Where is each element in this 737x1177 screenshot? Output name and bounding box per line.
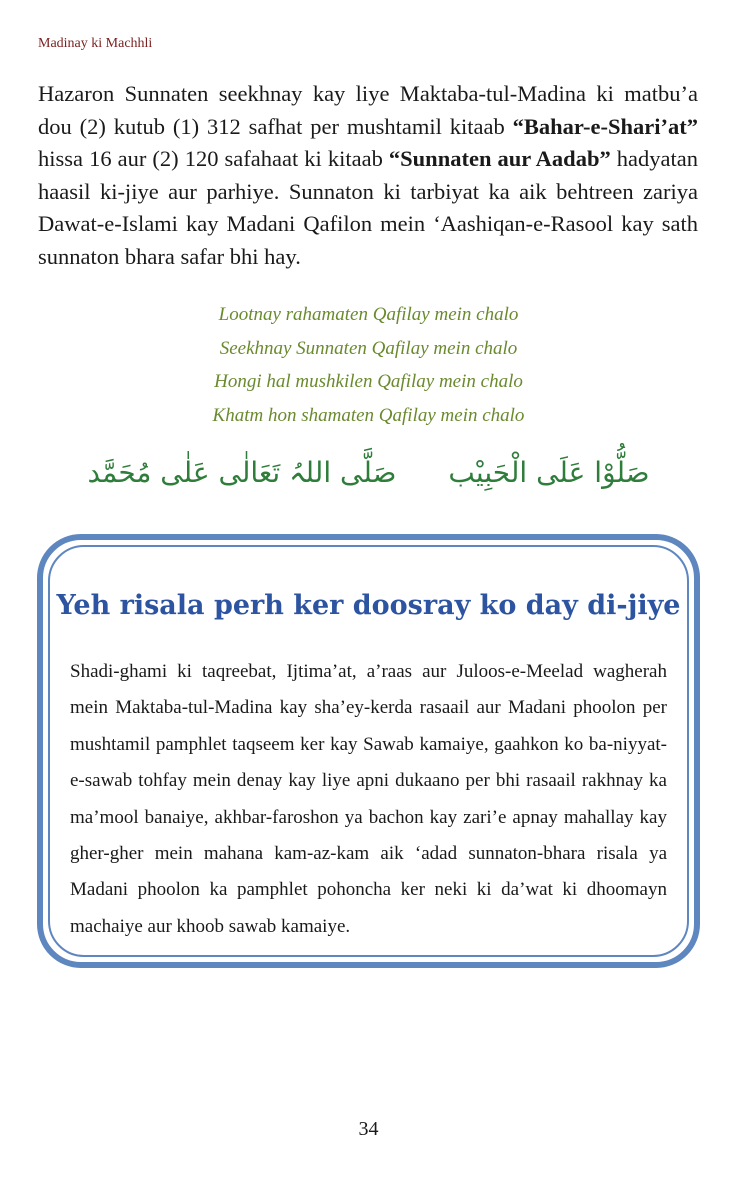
- durood-sallallahu-ala-muhammad: صَلَّی اللہُ تَعَالٰی عَلٰی مُحَمَّد: [87, 456, 397, 489]
- running-header: Madinay ki Machhli: [38, 36, 153, 51]
- intro-text-3: hadyatan haasil ki-jiye aur parhiye. Sunnaton ki tarbiyat ka aik behtreen zariya Dawat-e-Islami kay Madani Qafilon mein ‘Aashiqan-e-Rasool kay sath sunnaton bhara safar bhi hay.: [38, 146, 698, 269]
- durood-line: [0, 448, 737, 498]
- book-title-sunnaten-aur-aadab: “Sunnaten aur Aadab”: [388, 146, 611, 171]
- poem-stanza: [0, 298, 737, 432]
- poem-line: Khatm hon shamaten Qafilay mein chalo: [212, 404, 525, 426]
- page-number: 34: [358, 1118, 379, 1140]
- poem-line: Seekhnay Sunnaten Qafilay mein chalo: [219, 337, 518, 359]
- notice-body: Shadi-ghami ki taqreebat, Ijtima’at, a’raas aur Juloos-e-Meelad wagherah mein Maktaba-tul-Madina kay sha’ey-kerda rasaail aur Madani phoolon per mushtamil pamphlet taqseem ker kay Sawab kamaiye, gaahkon ko ba-niyyat-e-sawab tohfay mein denay kay liye apni dukaano per bhi rasaail rakhnay ka ma’mool banaiye, akhbar-faroshon ya bachon kay zari’e apnay mahallay kay gher-gher mein mahana kam-az-kam aik ‘adad sunnaton-bhara risala ya Madani phoolon ka pamphlet pohoncha ker neki ki da’wat ki dhoomayn machaiye aur khoob sawab kamaiye.: [70, 661, 667, 937]
- poem-line: Lootnay rahamaten Qafilay mein chalo: [218, 304, 519, 325]
- intro-text-2: hissa 16 aur (2) 120 safahaat ki kitaab: [38, 146, 389, 171]
- notice-box: [37, 534, 700, 968]
- durood-sallu-ala-al-habib: صَلُّوْا عَلَی الْحَبِیْب: [448, 456, 650, 489]
- intro-paragraph: [38, 78, 698, 273]
- intro-text-1: Hazaron Sunnaten seekhnay kay liye Maktaba-tul-Madina ki matbu’a dou (2) kutub (1) 312 safhat per mushtamil kitaab: [38, 81, 698, 139]
- poem-line: Hongi hal mushkilen Qafilay mein chalo: [214, 371, 523, 392]
- book-title-bahar-e-shariat: “Bahar-e-Shari’at”: [512, 113, 698, 139]
- notice-title: Yeh risala perh ker doosray ko day di-jiye: [56, 590, 681, 621]
